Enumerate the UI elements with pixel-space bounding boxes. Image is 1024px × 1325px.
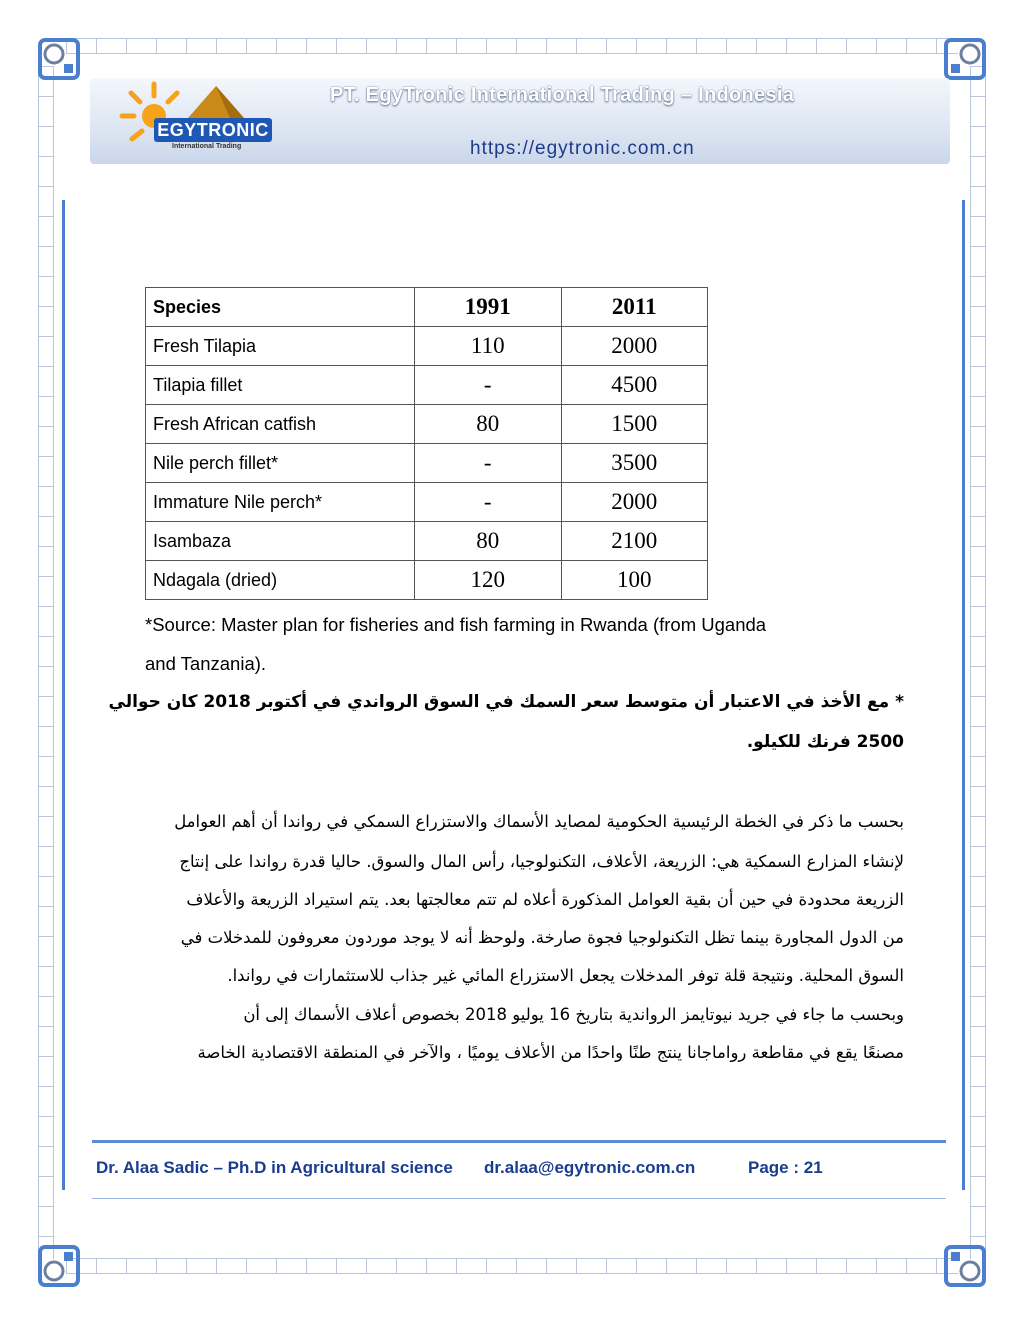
price-2011-cell: 4500: [561, 366, 708, 405]
paragraph-line: السوق المحلية. ونتيجة قلة توفر المدخلات يجعل الاستزراع المائي غير جذاب للاستثمارات في رواندا.: [227, 966, 904, 985]
logo-subtitle: International Trading: [172, 143, 242, 150]
price-2011-cell: 100: [561, 561, 708, 600]
company-title: PT. EgyTronic International Trading – Indonesia: [330, 84, 795, 106]
paragraph-line: وبحسب ما جاء في جريد نيوتايمز الرواندية بتاريخ 16 يوليو 2018 بخصوص أعلاف الأسماك إلى أن: [243, 1005, 904, 1024]
table-row: [146, 327, 708, 366]
table-row: [146, 522, 708, 561]
table-row: [146, 405, 708, 444]
species-cell: Nile perch fillet*: [146, 444, 415, 483]
table-header-row: [146, 288, 708, 327]
arabic-price-note-line-1: * مع الأخذ في الاعتبار أن متوسط سعر السمك في السوق الرواندي في أكتوبر 2018 كان حوالي: [108, 692, 904, 712]
price-1991-cell: 110: [415, 327, 562, 366]
price-2011-cell: 2000: [561, 483, 708, 522]
corner-ornament-top-left: [36, 36, 82, 82]
species-cell: Immature Nile perch*: [146, 483, 415, 522]
arabic-price-note-line-2: 2500 فرنك للكيلو.: [746, 732, 904, 752]
price-1991-cell: 80: [415, 405, 562, 444]
paragraph-line: لإنشاء المزارع السمكية هي: الزريعة، الأعلاف، التكنولوجيا، رأس المال والسوق. حاليا قدرة رواندا على إنتاج: [179, 852, 904, 871]
corner-ornament-bottom-right: [942, 1243, 988, 1289]
price-2011-cell: 3500: [561, 444, 708, 483]
species-cell: Fresh Tilapia: [146, 327, 415, 366]
footer-page-number: Page : 21: [748, 1158, 823, 1177]
column-header: Species: [146, 288, 415, 327]
column-header: 2011: [561, 288, 708, 327]
price-1991-cell: 120: [415, 561, 562, 600]
species-cell: Ndagala (dried): [146, 561, 415, 600]
corner-ornament-top-right: [942, 36, 988, 82]
price-1991-cell: -: [415, 483, 562, 522]
table-row: [146, 444, 708, 483]
source-note-line-2: and Tanzania).: [145, 653, 267, 674]
corner-ornament-bottom-left: [36, 1243, 82, 1289]
table-row: [146, 366, 708, 405]
bottom-ruler: [66, 1258, 958, 1274]
right-border-line: [962, 200, 965, 1190]
left-ruler: [38, 66, 54, 1259]
paragraph-line: من الدول المجاورة بينما تظل التكنولوجيا فجوة صارخة. ولوحظ أنه لا يوجد موردون معروفون للمدخلات في: [180, 928, 904, 947]
left-border-line: [62, 200, 65, 1190]
right-ruler: [970, 66, 986, 1259]
species-cell: Fresh African catfish: [146, 405, 415, 444]
top-ruler: [66, 38, 958, 54]
species-cell: Tilapia fillet: [146, 366, 415, 405]
fish-price-table: [145, 287, 708, 600]
footer-top-rule: [92, 1140, 946, 1143]
price-1991-cell: 80: [415, 522, 562, 561]
footer-author: Dr. Alaa Sadic – Ph.D in Agricultural science: [96, 1158, 453, 1177]
column-header: 1991: [415, 288, 562, 327]
company-url-link[interactable]: https://egytronic.com.cn: [470, 138, 695, 159]
price-1991-cell: -: [415, 444, 562, 483]
logo-wordmark: EGYTRONIC: [154, 118, 272, 142]
price-2011-cell: 1500: [561, 405, 708, 444]
paragraph-line: الزريعة محدودة في حين أن بقية العوامل المذكورة أعلاه لم تتم معالجتها بعد. يتم استيراد الزريعة والأعلاف: [186, 890, 904, 909]
paragraph-line: بحسب ما ذكر في الخطة الرئيسية الحكومية لمصايد الأسماك والاستزراع السمكي في رواندا أن أهم العوامل: [174, 812, 904, 831]
price-2011-cell: 2000: [561, 327, 708, 366]
price-2011-cell: 2100: [561, 522, 708, 561]
footer-email-link[interactable]: dr.alaa@egytronic.com.cn: [484, 1158, 696, 1177]
footer-bottom-rule: [92, 1198, 946, 1199]
source-note-line-1: *Source: Master plan for fisheries and fish farming in Rwanda (from Uganda: [145, 614, 767, 635]
species-cell: Isambaza: [146, 522, 415, 561]
paragraph-line: مصنعًا يقع في مقاطعة رواماجانا ينتج طنًا واحدًا من الأعلاف يوميًا ، والآخر في المنطقة الاقتصادية الخاصة: [197, 1043, 904, 1062]
table-row: [146, 561, 708, 600]
table-row: [146, 483, 708, 522]
price-1991-cell: -: [415, 366, 562, 405]
